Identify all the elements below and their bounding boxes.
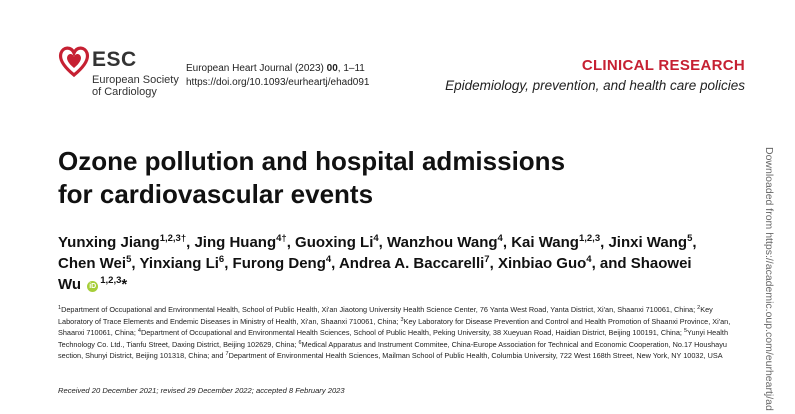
affiliations <box>58 304 738 362</box>
esc-logo-text: ESC <box>92 48 137 71</box>
author-separator: , <box>692 234 697 251</box>
esc-subtitle-line2: of Cardiology <box>92 86 157 98</box>
corresponding-mark: * <box>121 276 128 293</box>
author-affiliation-sup: 6 <box>218 254 225 265</box>
affiliation-text: Department of Occupational and Environmental Health Sciences, School of Public Health, Peking University, 38 Xueyuan Road, Haidian District, Beijing 100191, China; <box>140 328 684 338</box>
affiliation-text: Medical Apparatus and Instrument Commitee, China-Europe Association for Technical and Economic Cooperation, No.17 Houshayu section, Shunyi District, Beijing 101318, China; and <box>58 339 727 361</box>
author-affiliation-sup: 1,2,3 <box>100 275 122 286</box>
affiliation-text: Department of Environmental Health Sciences, Mailman School of Public Health, Columbia University, 722 West 168th Street, New York, NY 10032, USA <box>228 351 723 361</box>
author-name[interactable]: Furong Deng <box>232 255 326 272</box>
affiliation-text: Yunyi Health Technology Co. Ltd., Tianfu Street, Daxing District, Beijing 102629, China; <box>58 328 729 349</box>
author-name[interactable]: Guoxing Li <box>295 234 374 251</box>
author-affiliation-sup: 4 <box>373 233 379 244</box>
author-list <box>58 232 718 295</box>
affiliation-sup: 6 <box>298 339 302 346</box>
section-subtitle: Epidemiology, prevention, and health care policies <box>445 78 745 93</box>
affiliation-text: Department of Occupational and Environmental Health, School of Public Health, Xi'an Jiaotong University Health Science Center, 76 Yanta West Road, Yanta District, Xi'an, Shaanxi 710061, China; <box>61 305 698 314</box>
section-title: CLINICAL RESEARCH <box>581 57 745 74</box>
author-separator: , <box>224 255 233 272</box>
doi-link[interactable]: https://doi.org/10.1093/eurheartj/ehad091 <box>186 77 370 88</box>
author-affiliation-sup: 4 <box>586 254 592 265</box>
journal-pages: , 1–11 <box>337 63 365 74</box>
journal-citation <box>186 62 369 90</box>
esc-logo <box>58 44 180 104</box>
author-name[interactable]: Chen Wei <box>58 255 127 272</box>
esc-logo-subtitle <box>92 74 179 98</box>
journal-name-line <box>186 62 369 76</box>
affiliation-sup: 5 <box>683 328 688 335</box>
affiliation-sup: 7 <box>225 351 229 358</box>
author-affiliation-sup: 4† <box>276 233 287 244</box>
author-separator: , and <box>591 255 631 272</box>
article-title-line2: for cardiovascular events <box>58 179 374 209</box>
download-watermark: Downloaded from https://academic.oup.com/eurheartj/ad <box>763 147 775 411</box>
orcid-icon[interactable]: iD <box>89 283 97 290</box>
author-affiliation-sup: 4 <box>325 254 332 265</box>
esc-subtitle-line1: European Society <box>92 74 179 86</box>
author-separator: , <box>600 234 609 251</box>
journal-name: European Heart Journal (2023) <box>186 63 327 74</box>
affiliation-text: Key Laboratory for Disease Prevention and Control and Health Promotion of Shaanxi Province, Xi'an, Shaanxi 710061, China; <box>58 316 731 338</box>
author-name[interactable]: Yunxing Jiang <box>58 234 160 251</box>
author-separator: , <box>489 255 498 272</box>
author-affiliation-sup: 4 <box>497 233 503 244</box>
author-affiliation-sup: 5 <box>126 254 132 265</box>
author-name[interactable]: Xinbiao Guo <box>497 255 587 272</box>
affiliation-sup: 3 <box>400 316 404 323</box>
author-name[interactable]: Shaowei Wu <box>58 255 692 293</box>
author-separator: , <box>186 234 195 251</box>
article-title-line1: Ozone pollution and hospital admissions <box>58 146 566 176</box>
received-dates: Received 20 December 2021; revised 29 December 2022; accepted 8 February 2023 <box>58 386 345 395</box>
author-name[interactable]: Kai Wang <box>511 234 579 251</box>
author-name[interactable]: Jing Huang <box>194 234 277 251</box>
author-separator: , <box>378 234 388 251</box>
author-separator: , <box>286 234 296 251</box>
author-affiliation-sup: 1,2,3† <box>159 233 187 244</box>
affiliation-sup: 4 <box>137 328 141 335</box>
author-name[interactable]: Jinxi Wang <box>608 234 688 251</box>
author-affiliation-sup: 5 <box>687 233 693 244</box>
heart-logo-icon <box>58 44 90 78</box>
article-title <box>58 145 698 211</box>
affiliation-sup: 2 <box>697 305 701 311</box>
author-name[interactable]: Yinxiang Li <box>139 255 219 272</box>
affiliation-sup: 1 <box>58 305 62 311</box>
journal-volume: 00 <box>326 63 338 74</box>
author-separator: , <box>131 255 140 272</box>
author-affiliation-sup: 7 <box>484 254 490 265</box>
author-separator: , <box>331 255 339 272</box>
affiliation-text: Key Laboratory of Trace Elements and Endemic Diseases in Ministry of Health, Xi'an, Shaanxi 710061, China; <box>58 305 713 326</box>
author-affiliation-sup: 1,2,3 <box>578 233 601 244</box>
author-name[interactable]: Andrea A. Baccarelli <box>338 255 485 272</box>
author-name[interactable]: Wanzhou Wang <box>387 234 498 251</box>
author-separator: , <box>502 234 512 251</box>
